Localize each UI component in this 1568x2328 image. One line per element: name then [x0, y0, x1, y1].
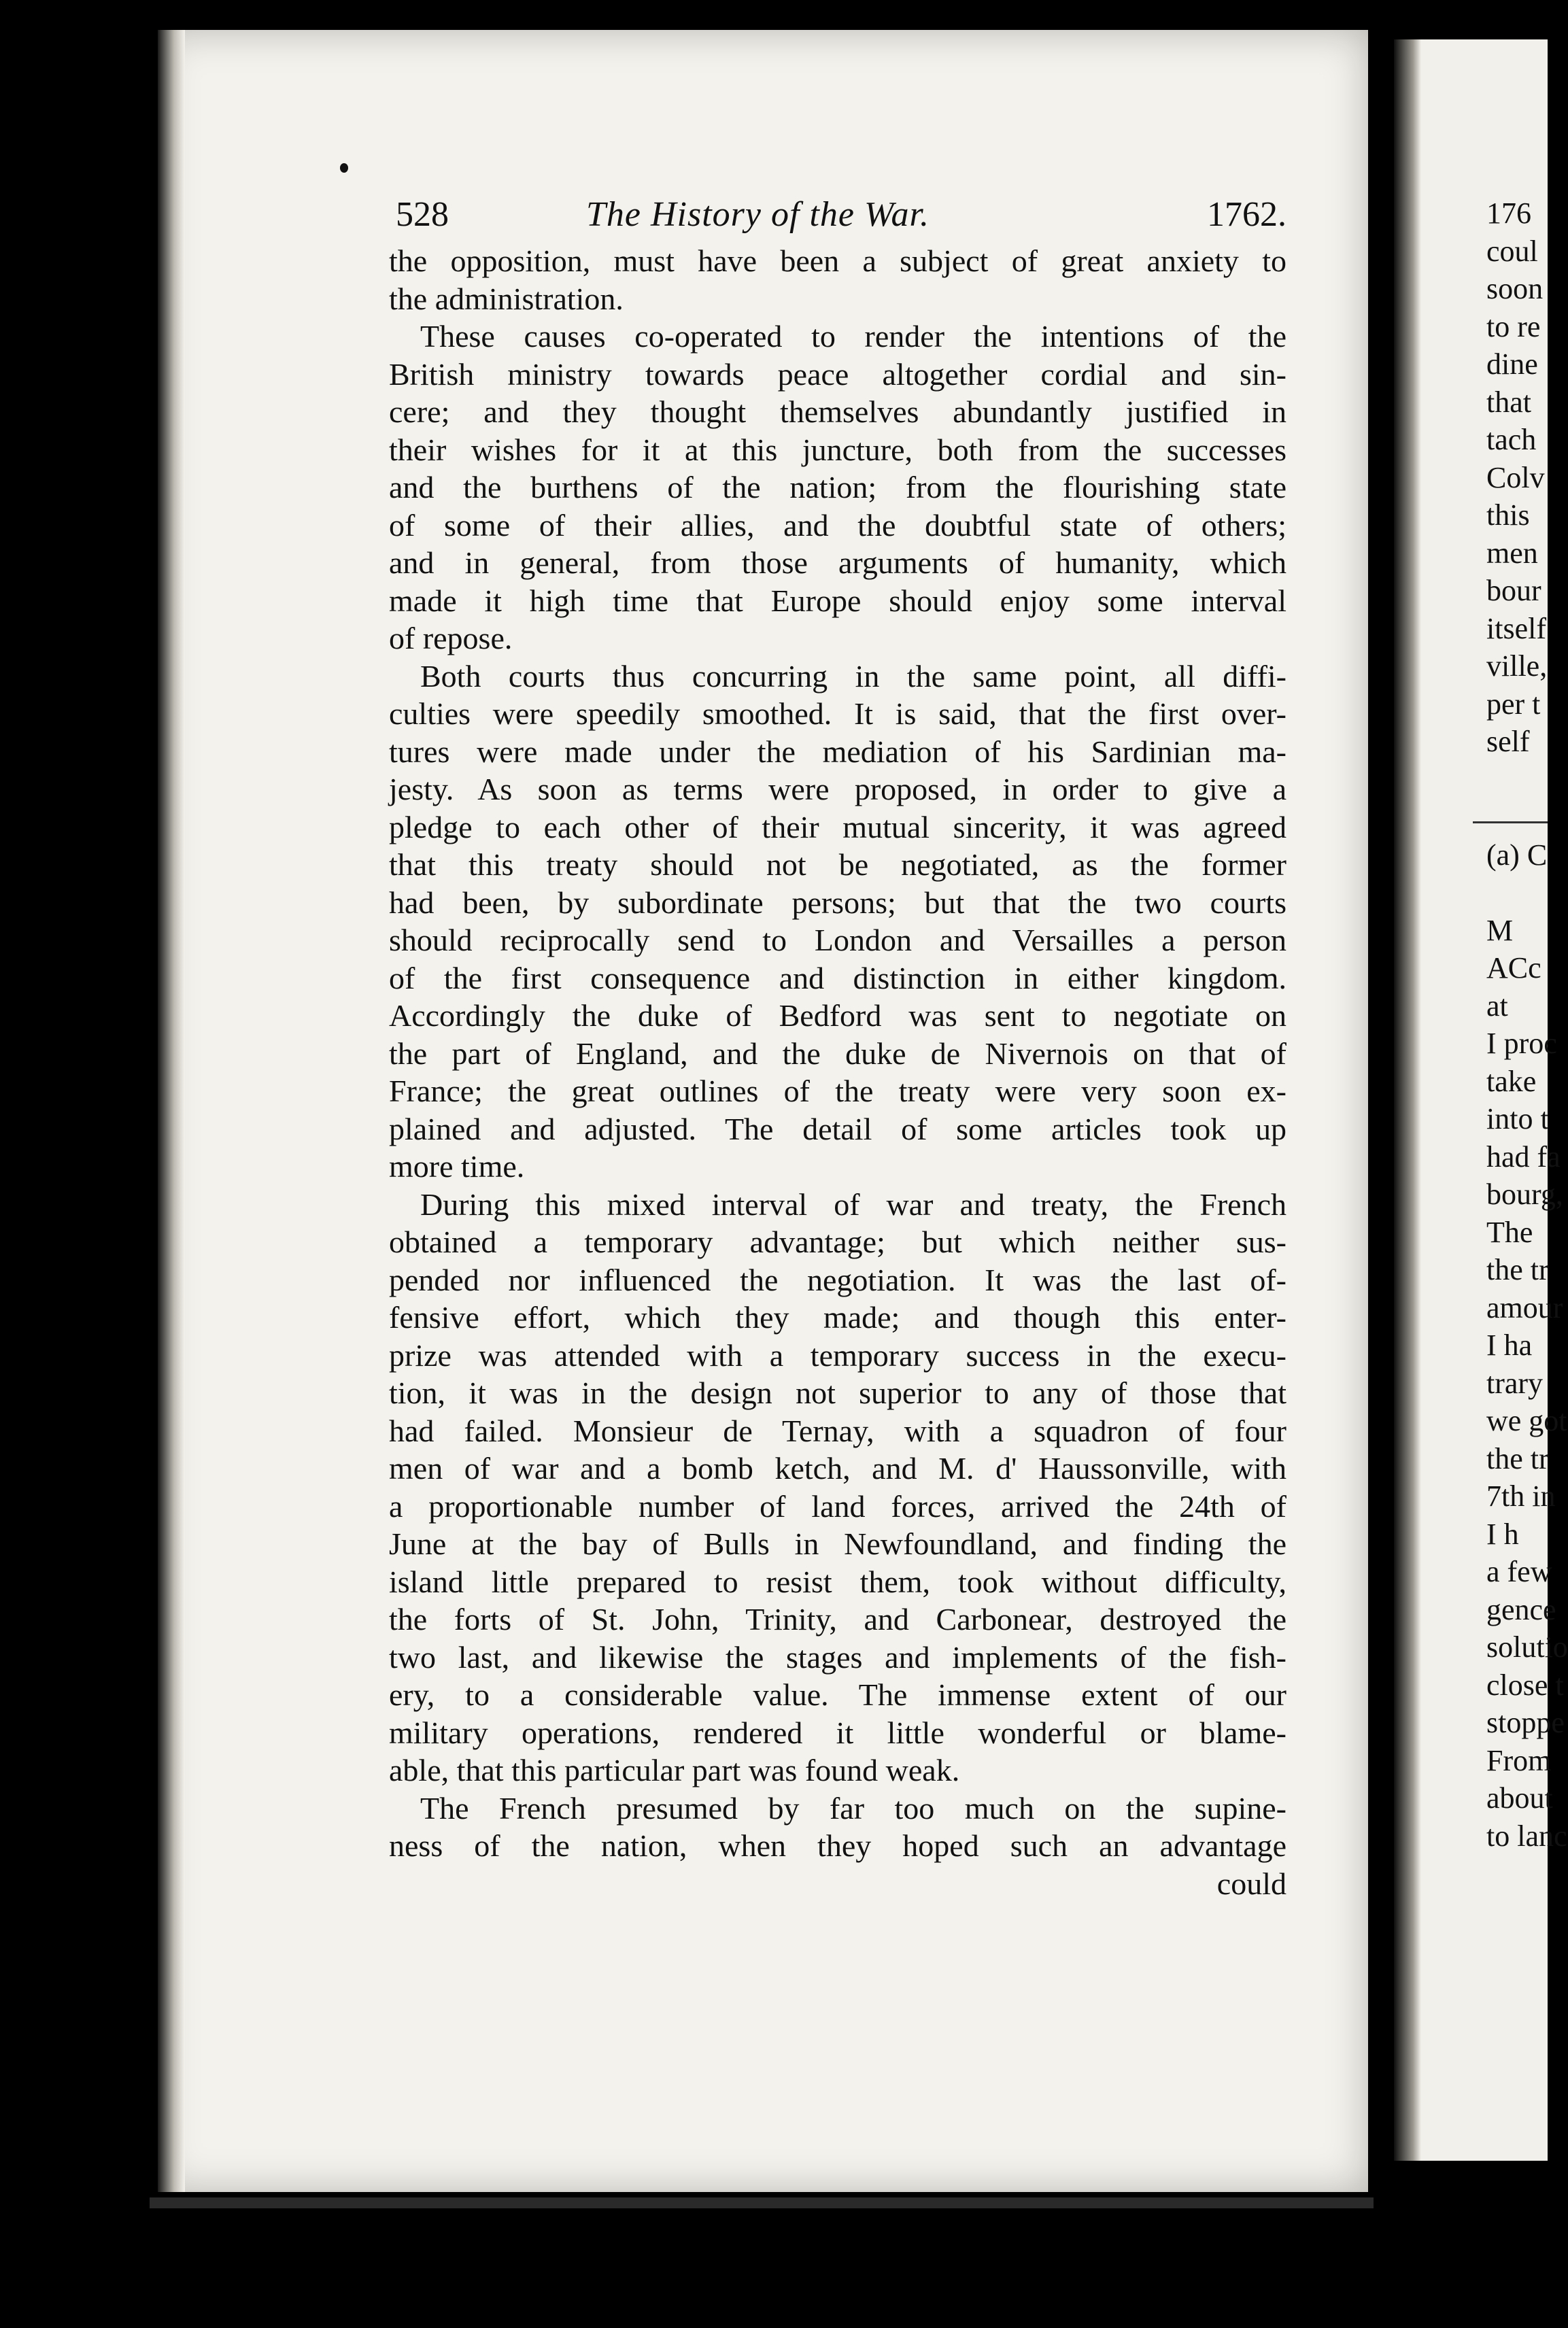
- text-line: obtained a temporary advantage; but which neither sus-: [389, 1225, 1286, 1259]
- text-line: should reciprocally send to London and Versailles a person: [389, 923, 1286, 957]
- facing-page-line: close t: [1486, 1668, 1564, 1702]
- facing-page-line: trary: [1486, 1366, 1544, 1400]
- text-line: military operations, rendered it little wonderful or blame-: [389, 1715, 1286, 1750]
- page-bottom-edge: [150, 2197, 1374, 2208]
- text-line: had failed. Monsieur de Ternay, with a squadron of four: [389, 1413, 1286, 1448]
- text-line: island little prepared to resist them, took without difficulty,: [389, 1564, 1286, 1599]
- text-line: of some of their allies, and the doubtful state of others;: [389, 507, 1286, 543]
- facing-page-line: ville,: [1486, 649, 1548, 683]
- facing-page-line: a few: [1486, 1555, 1552, 1588]
- text-line: the part of England, and the duke de Nivernois on that of: [389, 1035, 1286, 1071]
- text-line: prize was attended with a temporary success in the execu-: [389, 1337, 1286, 1373]
- text-line: had been, by subordinate persons; but that the two courts: [389, 885, 1286, 920]
- facing-page-text: [1486, 194, 1568, 1855]
- facing-page-line: solutio: [1486, 1630, 1568, 1664]
- text-line: plained and adjusted. The detail of some articles took up: [389, 1111, 1286, 1146]
- text-line: of repose.: [389, 621, 513, 655]
- text-line: Accordingly the duke of Bedford was sent to negotiate on: [389, 998, 1286, 1033]
- text-line: tion, it was in the design not superior to any of those that: [389, 1375, 1286, 1410]
- text-line: ness of the nation, when they hoped such an advantage: [389, 1828, 1286, 1863]
- facing-page-line: gence: [1486, 1592, 1556, 1626]
- facing-page-line: I h: [1486, 1517, 1519, 1551]
- text-line: of the first consequence and distinction in either kingdom.: [389, 960, 1286, 995]
- page-gutter: [1394, 39, 1421, 2161]
- text-line: a proportionable number of land forces, arrived the 24th of: [389, 1488, 1286, 1524]
- running-title: The History of the War.: [586, 195, 930, 234]
- facing-page-line: [1486, 798, 1548, 836]
- text-line: ery, to a considerable value. The immense extent of our: [389, 1677, 1286, 1712]
- facing-page-line: 176: [1486, 196, 1531, 230]
- text-line: and the burthens of the nation; from the flourishing state: [389, 470, 1286, 504]
- facing-page-line: Colv: [1486, 460, 1545, 494]
- facing-page-line: the tr: [1486, 1441, 1549, 1475]
- facing-page-line: amour: [1486, 1290, 1563, 1324]
- text-line: Both courts thus concurring in the same point, all diffi-: [420, 658, 1286, 694]
- facing-page-line: take: [1486, 1064, 1537, 1098]
- text-line: the opposition, must have been a subject of great anxiety to: [389, 243, 1286, 278]
- facing-page-line: into t: [1486, 1102, 1549, 1135]
- text-line: June at the bay of Bulls in Newfoundland, and finding the: [389, 1526, 1286, 1561]
- facing-page-line: bourg,: [1486, 1178, 1563, 1211]
- text-line: the forts of St. John, Trinity, and Carbonear, destroyed the: [389, 1602, 1286, 1637]
- body-text: [389, 242, 1286, 1902]
- facing-page-line: itself: [1486, 611, 1546, 645]
- facing-page-line: (a) C: [1486, 838, 1548, 872]
- facing-page-line: tach: [1486, 423, 1537, 456]
- facing-page-line: I proc: [1486, 1027, 1557, 1060]
- text-line: that this treaty should not be negotiated, as the former: [389, 847, 1286, 882]
- facing-page-line: I ha: [1486, 1329, 1533, 1362]
- text-line: able, that this particular part was found weak.: [389, 1753, 960, 1787]
- facing-page-line: soon: [1486, 272, 1544, 305]
- page-edge-shadow: [158, 30, 185, 2192]
- facing-page-line: [1486, 761, 1548, 799]
- facing-page-line: per t: [1486, 687, 1541, 721]
- facing-page-line: we got: [1486, 1404, 1567, 1437]
- facing-page-rule: [1473, 821, 1548, 823]
- facing-page-line: at: [1486, 989, 1508, 1023]
- facing-page-line: this: [1486, 498, 1530, 532]
- ink-mark: [340, 163, 348, 173]
- text-line: more time.: [389, 1149, 525, 1184]
- text-line: culties were speedily smoothed. It is said, that the first over-: [389, 696, 1286, 731]
- text-line: the administration.: [389, 281, 624, 316]
- text-line: cere; and they thought themselves abundantly justified in: [389, 394, 1286, 429]
- facing-page-line: coul: [1486, 234, 1538, 268]
- facing-page-line: bour: [1486, 574, 1541, 607]
- facing-page-line: about: [1486, 1781, 1553, 1815]
- text-line: fensive effort, which they made; and though this enter-: [389, 1300, 1286, 1335]
- running-header: [396, 194, 1286, 242]
- text-line: could: [1216, 1866, 1286, 1901]
- facing-page-line: to lanc: [1486, 1819, 1567, 1853]
- facing-page-line: had fa: [1486, 1140, 1561, 1174]
- facing-page-line: M: [1486, 913, 1514, 947]
- facing-page-line: [1486, 874, 1548, 912]
- facing-page-line: dine: [1486, 347, 1538, 381]
- facing-page-line: men: [1486, 536, 1538, 570]
- text-line: and in general, from those arguments of humanity, which: [389, 545, 1286, 580]
- text-line: jesty. As soon as terms were proposed, in order to give a: [389, 772, 1286, 806]
- text-line: France; the great outlines of the treaty were very soon ex-: [389, 1074, 1286, 1108]
- page-number: 528: [396, 195, 449, 234]
- facing-page-line: to re: [1486, 309, 1541, 343]
- running-year: 1762.: [1207, 195, 1286, 234]
- facing-page-line: From: [1486, 1743, 1552, 1777]
- text-line: British ministry towards peace altogether cordial and sin-: [389, 356, 1286, 392]
- facing-page-line: ACc: [1486, 951, 1541, 985]
- text-line: pledge to each other of their mutual sincerity, it was agreed: [389, 809, 1286, 844]
- facing-page-line: stoppe: [1486, 1706, 1565, 1739]
- facing-page-line: self: [1486, 725, 1530, 758]
- text-line: made it high time that Europe should enjoy some interval: [389, 583, 1286, 618]
- facing-page-line: that: [1486, 385, 1531, 419]
- text-line: two last, and likewise the stages and implements of the fish-: [389, 1639, 1286, 1675]
- text-line: men of war and a bomb ketch, and M. d' Haussonville, with: [389, 1451, 1286, 1486]
- text-line: their wishes for it at this juncture, both from the successes: [389, 432, 1286, 467]
- facing-page-line: 7th in: [1486, 1479, 1556, 1513]
- facing-page-line: The: [1486, 1215, 1533, 1249]
- text-line: During this mixed interval of war and treaty, the French: [420, 1186, 1286, 1222]
- facing-page-line: the tr: [1486, 1253, 1549, 1286]
- text-line: pended nor influenced the negotiation. It was the last of-: [389, 1262, 1286, 1297]
- text-line: These causes co-operated to render the intentions of the: [420, 319, 1286, 354]
- text-line: tures were made under the mediation of his Sardinian ma-: [389, 734, 1286, 769]
- text-line: The French presumed by far too much on the supine-: [420, 1790, 1286, 1826]
